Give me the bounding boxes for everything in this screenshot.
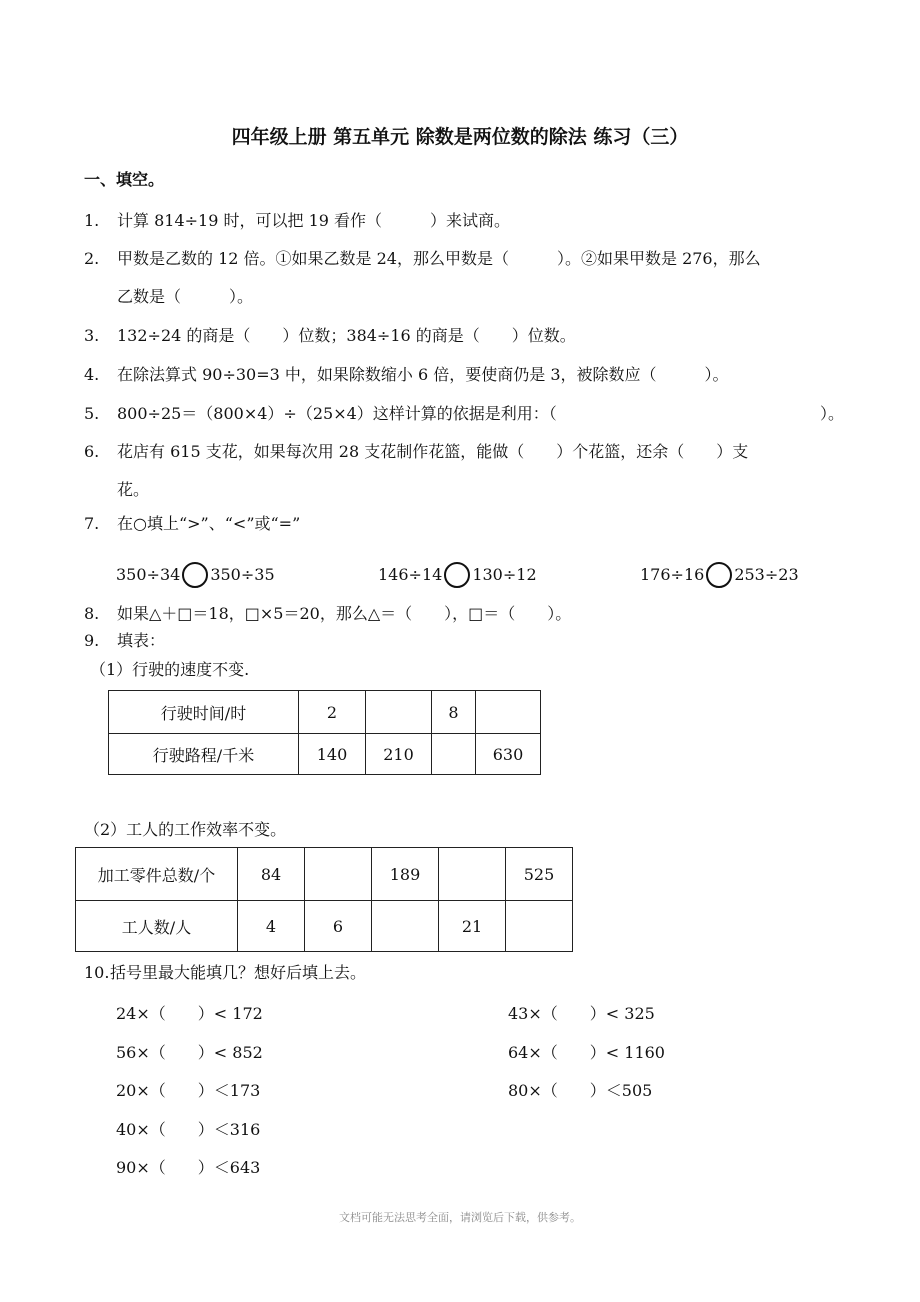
item-number: 7. <box>84 514 100 533</box>
question-text: 甲数是乙数的 12 倍。①如果乙数是 24，那么甲数是（ ）。②如果甲数是 276，那么 <box>117 249 761 268</box>
table-cell: 4 <box>238 901 305 952</box>
compare-left: 176÷16 <box>640 565 705 584</box>
fill-expression[interactable]: 20×（ ）＜173 <box>116 1081 261 1100</box>
section-heading: 一、填空。 <box>84 170 165 189</box>
question-text: 132÷24 的商是（ ）位数；384÷16 的商是（ ）位数。 <box>117 326 576 345</box>
table-cell: 210 <box>366 734 432 775</box>
fill-expression[interactable]: 24×（ ）< 172 <box>116 1004 263 1023</box>
table-cell: 8 <box>432 691 476 734</box>
question-text-end: ）。 <box>820 404 845 423</box>
fill-expression[interactable]: 56×（ ）< 852 <box>116 1043 263 1062</box>
fill-expression[interactable]: 80×（ ）＜505 <box>508 1081 653 1100</box>
table-cell: 加工零件总数/个 <box>76 848 238 901</box>
speed-table <box>108 690 541 775</box>
question-text: 800÷25＝（800×4）÷（25×4）这样计算的依据是利用：（ <box>117 404 557 423</box>
compare-expression <box>378 562 537 588</box>
question-text: 花店有 615 支花，如果每次用 28 支花制作花篮，能做（ ）个花篮，还余（ ）支 <box>117 442 749 461</box>
table-cell: 6 <box>305 901 372 952</box>
answer-circle[interactable] <box>444 562 470 588</box>
fill-expression[interactable]: 43×（ ）< 325 <box>508 1004 655 1023</box>
fill-expression[interactable]: 90×（ ）＜643 <box>116 1158 261 1177</box>
question-text: 括号里最大能填几？想好后填上去。 <box>110 963 367 982</box>
table-cell: 21 <box>439 901 506 952</box>
answer-circle[interactable] <box>706 562 732 588</box>
fill-expression[interactable]: 64×（ ）< 1160 <box>508 1043 665 1062</box>
compare-expression <box>640 562 799 588</box>
table-cell: 2 <box>299 691 366 734</box>
table-cell[interactable] <box>372 901 439 952</box>
table-cell[interactable] <box>366 691 432 734</box>
item-number: 4. <box>84 365 100 384</box>
compare-right: 130÷12 <box>472 565 537 584</box>
compare-right: 350÷35 <box>210 565 275 584</box>
efficiency-table <box>75 847 573 952</box>
table-cell: 行驶时间/时 <box>109 691 299 734</box>
question-text: 填表： <box>117 631 166 650</box>
item-number: 10. <box>84 963 110 982</box>
table-caption: （2）工人的工作效率不变。 <box>84 820 287 839</box>
item-number: 1. <box>84 211 100 230</box>
table-cell[interactable] <box>439 848 506 901</box>
table-caption: （1）行驶的速度不变. <box>90 660 250 679</box>
table-cell: 140 <box>299 734 366 775</box>
item-number: 2. <box>84 249 100 268</box>
table-cell: 行驶路程/千米 <box>109 734 299 775</box>
table-cell[interactable] <box>305 848 372 901</box>
item-number: 5. <box>84 404 100 423</box>
table-cell: 525 <box>506 848 573 901</box>
item-number: 6. <box>84 442 100 461</box>
item-number: 8. <box>84 604 100 623</box>
table-cell: 189 <box>372 848 439 901</box>
page-title: 四年级上册 第五单元 除数是两位数的除法 练习（三） <box>231 126 689 148</box>
compare-left: 350÷34 <box>116 565 181 584</box>
compare-right: 253÷23 <box>734 565 799 584</box>
table-cell: 84 <box>238 848 305 901</box>
question-text-continued: 花。 <box>117 480 150 499</box>
fill-expression[interactable]: 40×（ ）＜316 <box>116 1120 261 1139</box>
question-text: 计算 814÷19 时，可以把 19 看作（ ）来试商。 <box>117 211 511 230</box>
table-cell: 工人数/人 <box>76 901 238 952</box>
question-text-continued: 乙数是（ ）。 <box>117 287 254 306</box>
table-cell[interactable] <box>506 901 573 952</box>
table-cell: 630 <box>476 734 541 775</box>
compare-left: 146÷14 <box>378 565 443 584</box>
footer-note: 文档可能无法思考全面，请浏览后下载，供参考。 <box>339 1211 581 1224</box>
question-text: 在○填上“>”、“<”或“=” <box>117 514 301 533</box>
question-text: 在除法算式 90÷30=3 中，如果除数缩小 6 倍，要使商仍是 3，被除数应（ ）。 <box>117 365 729 384</box>
item-number: 9. <box>84 631 100 650</box>
item-number: 3. <box>84 326 100 345</box>
table-cell[interactable] <box>432 734 476 775</box>
table-cell[interactable] <box>476 691 541 734</box>
answer-circle[interactable] <box>182 562 208 588</box>
question-text: 如果△＋□＝18，□×5＝20，那么△＝（ ），□＝（ ）。 <box>117 604 572 623</box>
compare-expression <box>116 562 275 588</box>
